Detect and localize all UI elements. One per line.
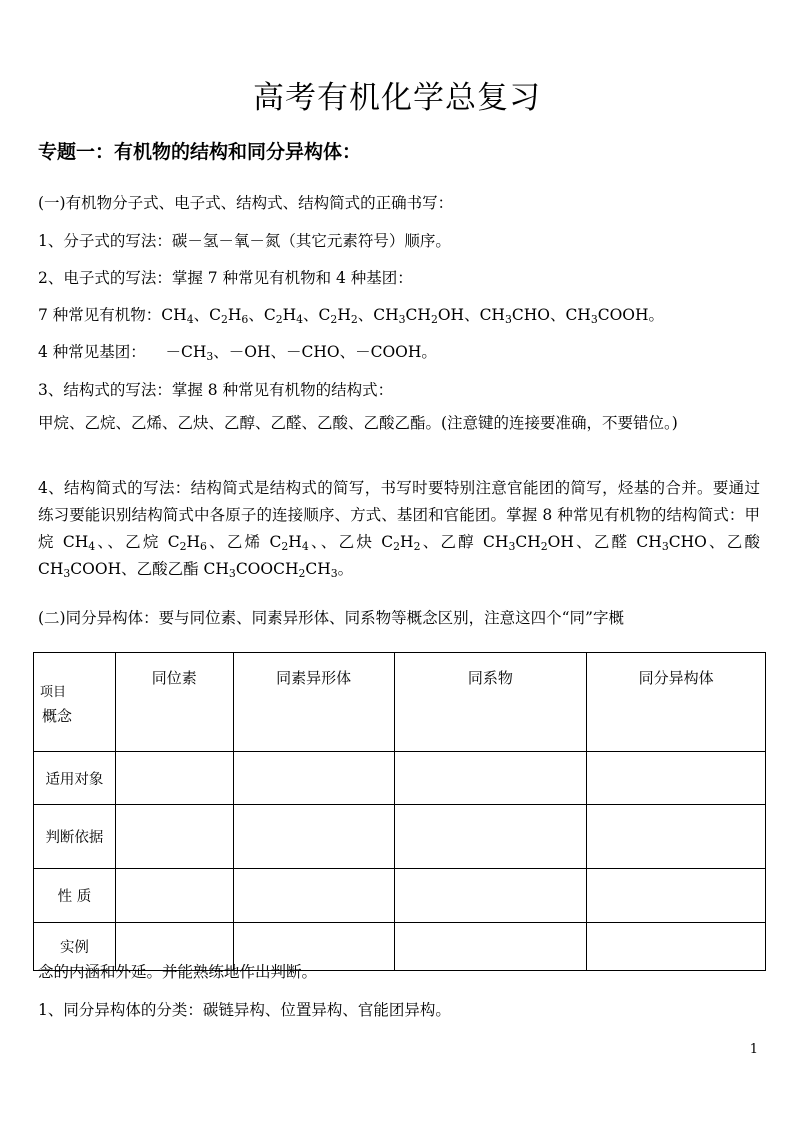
- row-header: 实例: [34, 923, 116, 971]
- section-1-heading: (一)有机物分子式、电子式、结构式、结构简式的正确书写：: [38, 194, 454, 212]
- col-header: 同位素: [115, 653, 233, 752]
- item-2: 2、电子式的写法：掌握 7 种常见有机物和 4 种基团：: [38, 269, 413, 287]
- table-cell: [394, 869, 587, 923]
- table-cell: [233, 869, 394, 923]
- four-groups-label: 4 种常见基团：: [38, 343, 146, 361]
- col-header: 同系物: [394, 653, 587, 752]
- item-3: 3、结构式的写法：掌握 8 种常见有机物的结构式：: [38, 381, 394, 399]
- topic-heading: 专题一：有机物的结构和同分异构体：: [38, 141, 362, 163]
- item-1: 1、分子式的写法：碳－氢－氧－氮（其它元素符号）顺序。: [38, 232, 451, 250]
- corner-label-concept: 概念: [42, 707, 73, 725]
- table-cell: [233, 805, 394, 869]
- concept-table: [33, 652, 766, 971]
- table-cell: [115, 869, 233, 923]
- table-cell: [394, 805, 587, 869]
- table-cell: [587, 869, 766, 923]
- corner-label-item: 项目: [40, 685, 67, 700]
- four-groups-line: 4 种常见基团： $-CH_3$、－OH、－CHO、－COOH。: [38, 343, 437, 364]
- row-header: 适用对象: [34, 752, 116, 805]
- table-cell: [587, 752, 766, 805]
- row-header: 性 质: [34, 869, 116, 923]
- table-cell: [233, 752, 394, 805]
- item-3-detail: 甲烷、乙烷、乙烯、乙炔、乙醇、乙醛、乙酸、乙酸乙酯。(注意键的连接要准确，不要错位。): [38, 414, 678, 432]
- col-header: 同分异构体: [587, 653, 766, 752]
- row-header: 判断依据: [34, 805, 116, 869]
- after-table-text: 念的内涵和外延。并能熟练地作出判断。: [38, 963, 318, 981]
- table-corner-cell: [34, 653, 116, 752]
- item-4: 4、结构简式的写法：结构简式是结构式的简写，书写时要特别注意官能团的简写，烃基的合并。要通过练习要能识别结构简式中各原子的连接顺序、方式、基团和官能团。掌握 8 种常见有机物的结构简式：甲烷 $CH_4$、、乙烷 $C_2H_6$、乙烯 $C_2H_4$、、乙炔 $C_2H_2$、乙醇 $CH_3CH_2OH$、乙醛 $CH_3CHO$、乙酸 $CH_3COOH$、乙酸乙酯 $CH_3COOCH_2CH_3$。: [38, 479, 760, 581]
- page-title: 高考有机化学总复习: [253, 80, 541, 116]
- page-number: 1: [749, 1042, 758, 1057]
- col-header: 同素异形体: [233, 653, 394, 752]
- section-2-heading: (二)同分异构体：要与同位素、同素异形体、同系物等概念区别，注意这四个“同”字概: [38, 609, 624, 627]
- table-cell: [394, 752, 587, 805]
- item-4-text: 4、结构简式的写法：结构简式是结构式的简写，书写时要特别注意官能团的简写，烃基的合并。要通过练习要能识别结构简式中各原子的连接顺序、方式、基团和官能团。掌握 8 种常见有机物的结构简式：: [38, 479, 760, 524]
- seven-organics-line: 7 种常见有机物：$CH_4$、$C_2H_6$、$C_2H_4$、$C_2H_2$、$CH_3CH_2OH$、$CH_3CHO$、$CH_3COOH$。: [38, 306, 665, 327]
- table-cell: [115, 805, 233, 869]
- table-cell: [587, 805, 766, 869]
- table-cell: [115, 752, 233, 805]
- seven-organics-label: 7 种常见有机物：: [38, 306, 162, 324]
- isomer-classification: 1、同分异构体的分类：碳链异构、位置异构、官能团异构。: [38, 1001, 451, 1019]
